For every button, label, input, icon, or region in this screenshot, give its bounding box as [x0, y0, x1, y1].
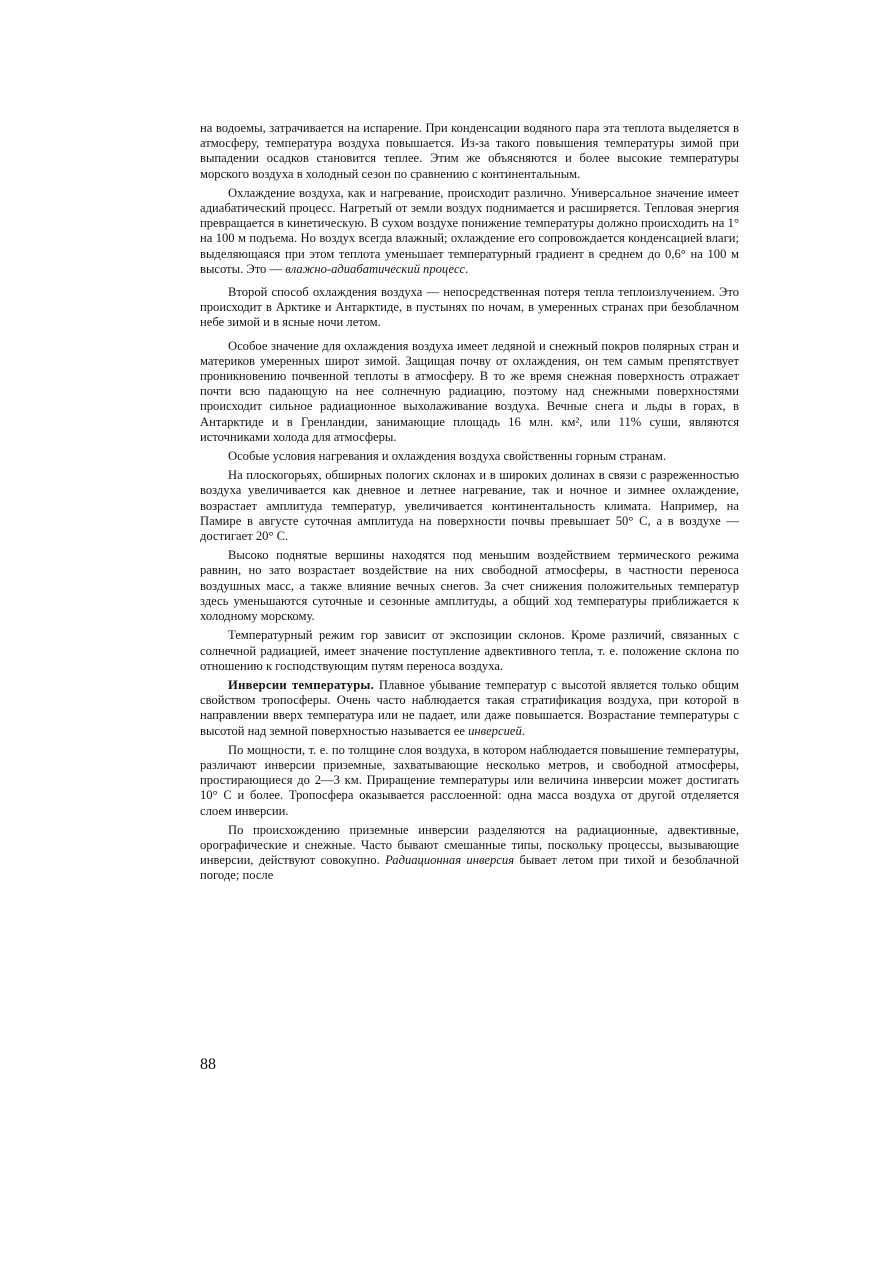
paragraph-tail: .	[465, 261, 469, 276]
italic-term: влажно-адиабатический процесс	[285, 261, 466, 276]
paragraph-text: Охлаждение воздуха, как и нагревание, происходит различно. Универсальное значение имеет адиабатический процесс. Нагретый от земли воздух поднимается и расширяется. Тепловая энергия превращается в кинетическую. В сухом воздухе понижение температуры должно происходить на 1° на 100 м подъема. Но воздух всегда влажный; охлаждение его сопровождается конденсацией влаги; выделяющаяся при этом теплота уменьшает температурный градиент в среднем до 0,6° на 100 м высоты. Это —	[200, 185, 739, 276]
italic-term: инверсией	[468, 723, 522, 738]
paragraph-text: Температурный режим гор зависит от экспозиции склонов. Кроме различий, связанных с солнечной радиацией, имеет значение поступление адвективного тепла, т. е. положение склона по отношению к господствующим путям переноса воздуха.	[200, 628, 739, 673]
paragraph-3	[200, 285, 739, 331]
paragraph-10	[200, 743, 739, 819]
paragraph-2	[200, 186, 739, 277]
paragraph-1	[200, 121, 739, 182]
paragraph-tail: .	[521, 723, 525, 738]
paragraph-text: Особое значение для охлаждения воздуха имеет ледяной и снежный покров полярных стран и материков умеренных широт зимой. Защищая почву от охлаждения, он тем самым препятствует проникновению почвенной теплоты в атмосферу. В то же время снежная поверхность отражает почти всю падающую на нее солнечную радиацию, поэтому над снежными поверхностями происходит сильное радиационное выхолаживание воздуха. Вечные снега и льды в горах, в Антарктиде и в Гренландии, занимающие площадь 16 млн. км², или 11% суши, являются источниками холода для атмосферы.	[200, 338, 739, 444]
paragraph-text: На плоскогорьях, обширных пологих склонах и в широких долинах в связи с разреженностью воздуха увеличивается как дневное и летнее нагревание, так и ночное и зимнее охлаждение, возрастает амплитуда температур, увеличивается континентальность климата. Например, на Памире в августе суточная амплитуда на поверхности почвы превышает 50° С, а в воздухе — достигает 20° С.	[200, 468, 739, 544]
paragraph-9	[200, 678, 739, 739]
section-heading: Инверсии температуры.	[228, 677, 375, 692]
paragraph-7	[200, 548, 739, 624]
paragraph-8	[200, 628, 739, 674]
paragraph-5	[200, 449, 739, 464]
paragraph-text: Плавное убывание температур с высотой является только общим свойством тропосферы. Очень часто наблюдается такая стратификация воздуха, при которой в направлении вверх температура или не падает, или даже повышается. Возрастание температуры с высотой над земной поверхностью называется ее	[200, 677, 739, 738]
text-column	[200, 121, 739, 888]
italic-term: Радиационная инверсия	[385, 853, 515, 868]
paragraph-text: Высоко поднятые вершины находятся под меньшим воздействием термического режима равнин, но зато возрастает воздействие на них свободной атмосферы, в частности переноса воздушных масс, а также влияние вечных снегов. За счет снижения положительных температур здесь уменьшаются суточные и сезонные амплитуды, а общий ход температуры приближается к холодному морскому.	[200, 548, 739, 624]
paragraph-text: Второй способ охлаждения воздуха — непосредственная потеря тепла теплоизлучением. Это происходит в Арктике и Антарктиде, в пустынях по ночам, в умеренных странах при безоблачном небе зимой и в ясные ночи летом.	[200, 285, 739, 330]
page-number: 88	[200, 1056, 216, 1073]
paragraph-text: Особые условия нагревания и охлаждения воздуха свойственны горным странам.	[228, 449, 666, 464]
paragraph-11	[200, 823, 739, 884]
paragraph-text: По мощности, т. е. по толщине слоя воздуха, в котором наблюдается повышение температуры, различают инверсии приземные, захватывающие несколько метров, и свободной атмосферы, простирающиеся до 2—3 км. Приращение температуры или величина инверсии может достигать 10° С и более. Тропосфера оказывается расслоенной: одна масса воздуха от другой отделяется слоем инверсии.	[200, 742, 739, 818]
paragraph-tail: бывает летом при тихой и безоблачной погоде; после	[200, 853, 739, 883]
paragraph-4	[200, 339, 739, 445]
paragraph-6	[200, 468, 739, 544]
paragraph-text: на водоемы, затрачивается на испарение. При конденсации водяного пара эта теплота выделяется в атмосферу, температура воздуха повышается. Из-за такого повышения температуры зимой при выпадении осадков становится теплее. Этим же объясняются и более высокие температуры морского воздуха в холодный сезон по сравнению с континентальным.	[200, 121, 739, 181]
paragraph-text: По происхождению приземные инверсии разделяются на радиационные, адвективные, орографические и снежные. Часто бывают смешанные типы, поскольку процессы, вызывающие инверсии, действуют совокупно.	[200, 822, 739, 868]
